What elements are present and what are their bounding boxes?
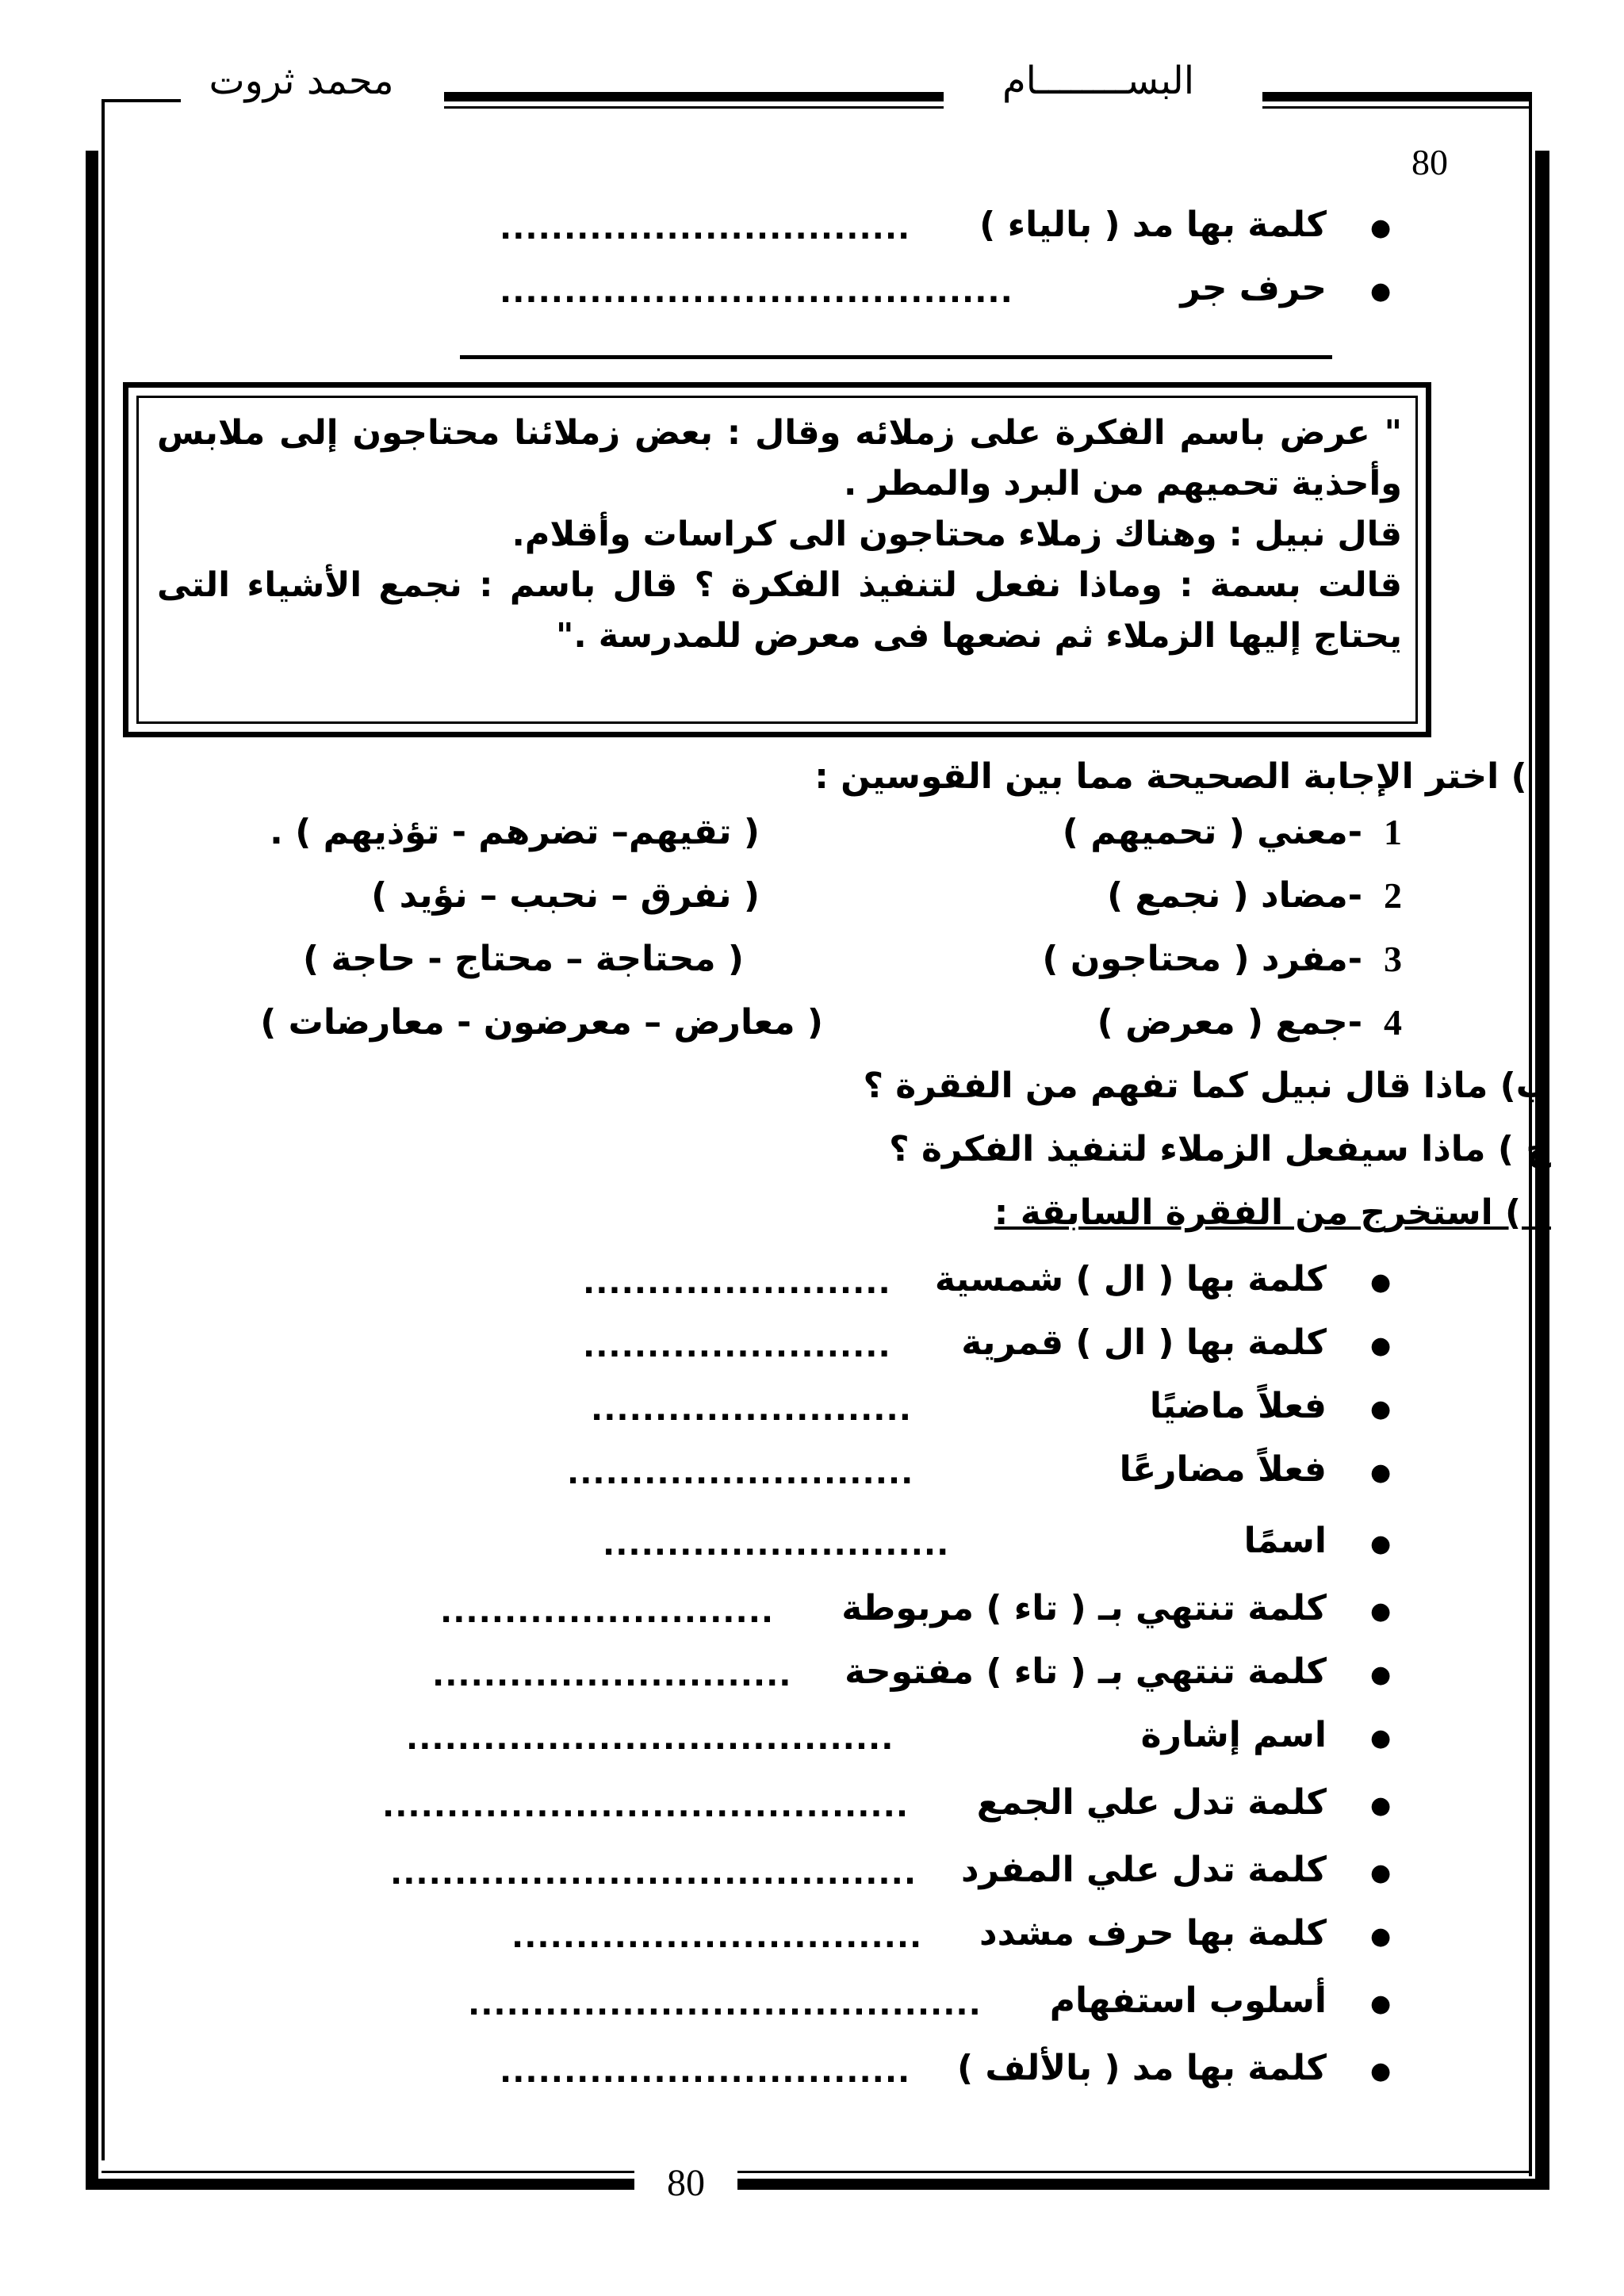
passage-paragraph: قالت بسمة : وماذا نفعل لتنفيذ الفكرة ؟ قال باسم : نجمع الأشياء التى يحتاج إليها الزملاء ثم نضعها فى معرض للمدرسة ." — [157, 565, 1402, 656]
question-b: ب) ماذا قال نبيل كما تفهم من الفقرة ؟ — [863, 1066, 1551, 1106]
top-item-label: حرف جر — [1180, 268, 1327, 308]
extract-item-blank[interactable]: ........................................ — [468, 1986, 982, 2022]
reading-passage — [157, 408, 1402, 661]
bullet-icon: ● — [1370, 1459, 1392, 1487]
question-a-options[interactable]: ( معارض – معرضون - معارضات ) — [260, 1002, 823, 1043]
question-a-prompt: -معني ( تحميهم ) — [1062, 812, 1362, 852]
bullet-icon: ● — [1370, 1923, 1392, 1950]
bullet-icon: ● — [1370, 1661, 1392, 1689]
extract-item-blank[interactable]: ........................ — [583, 1328, 891, 1364]
bullet-icon: ● — [1370, 2057, 1392, 2085]
section-divider — [460, 355, 1332, 359]
passage-paragraph: " عرض باسم الفكرة على زملائه وقال : بعض زملائنا محتاجون إلى ملابس وأحذية تحميهم من البرد والمطر . — [157, 413, 1402, 503]
frame-top-left-thin — [102, 99, 181, 102]
extract-item-blank[interactable]: ......................................... — [382, 1788, 910, 1824]
extract-item-blank[interactable]: ......................................... — [390, 1855, 917, 1892]
extract-item-label: أسلوب استفهام — [1049, 1980, 1327, 2021]
question-a-heading: أ ) اختر الإجابة الصحيحة مما بين القوسين : — [814, 756, 1551, 797]
question-a-number: 2 — [1384, 875, 1402, 916]
extract-item-label: كلمة بها ( ال ) شمسية — [934, 1259, 1327, 1299]
question-a-options[interactable]: ( محتاجة – محتاج - حاجة ) — [303, 939, 744, 979]
frame-left-thin — [102, 99, 105, 2160]
extract-item-label: كلمة تنتهي بـ ( تاء ) مربوطة — [841, 1588, 1327, 1628]
frame-bottom-right-thick — [737, 2179, 1549, 2190]
passage-paragraph: قال نبيل : وهناك زملاء محتاجون الى كراسات وأقلام. — [511, 515, 1402, 554]
extract-item-blank[interactable]: ............................ — [432, 1657, 792, 1693]
frame-bottom-left-thick — [86, 2179, 634, 2190]
question-a-prompt: -مضاد ( نجمع ) — [1107, 875, 1362, 916]
extract-item-label: كلمة تدل علي الجمع — [976, 1782, 1327, 1823]
extract-item-blank[interactable]: ........................... — [603, 1526, 950, 1563]
bullet-icon: ● — [1370, 1792, 1392, 1820]
frame-top-left-thick — [444, 92, 944, 101]
bullet-icon: ● — [1370, 277, 1392, 305]
question-a-options[interactable]: ( تقيهم– تضرهم - تؤذيهم ) . — [270, 812, 760, 852]
extract-item-label: فعلاً مضارعًا — [1119, 1449, 1327, 1490]
extract-item-label: اسمًا — [1243, 1521, 1327, 1561]
frame-bottom-right-thin — [737, 2171, 1532, 2173]
question-a-options[interactable]: ( نفرق – نحبب – نؤيد ) — [371, 875, 760, 916]
bullet-icon: ● — [1370, 1859, 1392, 1887]
frame-top-right-thick — [1262, 92, 1532, 101]
page-number-bottom: 80 — [667, 2162, 705, 2204]
bullet-icon: ● — [1370, 214, 1392, 242]
page-number-top: 80 — [1411, 142, 1448, 182]
extract-item-label: اسم إشارة — [1140, 1715, 1327, 1755]
bullet-icon: ● — [1370, 1598, 1392, 1625]
question-d-heading: د ) استخرج من الفقرة السابقة : — [994, 1192, 1551, 1233]
extract-item-blank[interactable]: ................................ — [511, 1919, 923, 1955]
top-item-blank[interactable]: ................................ — [500, 210, 911, 247]
header-title: البســــــــام — [1002, 59, 1195, 103]
bullet-icon: ● — [1370, 1395, 1392, 1423]
question-c: ج ) ماذا سيفعل الزملاء لتنفيذ الفكرة ؟ — [889, 1129, 1551, 1169]
frame-bottom-left-thin — [102, 2171, 634, 2173]
bullet-icon: ● — [1370, 1530, 1392, 1558]
extract-item-label: كلمة بها حرف مشدد — [979, 1913, 1327, 1954]
extract-item-label: كلمة تدل علي المفرد — [960, 1850, 1327, 1890]
question-a-number: 1 — [1384, 812, 1402, 852]
top-item-blank[interactable]: ........................................ — [500, 274, 1013, 310]
question-a-prompt: -مفرد ( محتاجون ) — [1042, 939, 1362, 979]
extract-item-blank[interactable]: ......................... — [591, 1391, 912, 1428]
question-a-number: 4 — [1384, 1002, 1402, 1043]
extract-item-blank[interactable]: .......................... — [440, 1594, 775, 1630]
bullet-icon: ● — [1370, 1990, 1392, 2018]
extract-item-blank[interactable]: ...................................... — [406, 1720, 894, 1757]
frame-top-left-thin2 — [444, 106, 944, 109]
frame-left-thick — [86, 151, 98, 2180]
extract-item-blank[interactable]: ........................ — [583, 1265, 891, 1301]
question-a-number: 3 — [1384, 939, 1402, 979]
frame-top-right-thin — [1262, 106, 1532, 109]
bullet-icon: ● — [1370, 1724, 1392, 1752]
bullet-icon: ● — [1370, 1269, 1392, 1296]
extract-item-label: كلمة تنتهي بـ ( تاء ) مفتوحة — [845, 1651, 1327, 1692]
header-author: محمد ثروت — [209, 59, 394, 103]
top-item-label: كلمة بها مد ( بالياء ) — [979, 205, 1327, 245]
extract-item-blank[interactable]: ........................... — [567, 1455, 914, 1491]
question-a-prompt: -جمع ( معرض ) — [1097, 1002, 1362, 1043]
extract-item-label: كلمة بها ( ال ) قمرية — [961, 1322, 1327, 1363]
extract-item-label: كلمة بها مد ( بالألف ) — [956, 2048, 1327, 2088]
bullet-icon: ● — [1370, 1332, 1392, 1360]
extract-item-blank[interactable]: ................................ — [500, 2053, 911, 2090]
extract-item-label: فعلاً ماضيًا — [1149, 1386, 1327, 1426]
